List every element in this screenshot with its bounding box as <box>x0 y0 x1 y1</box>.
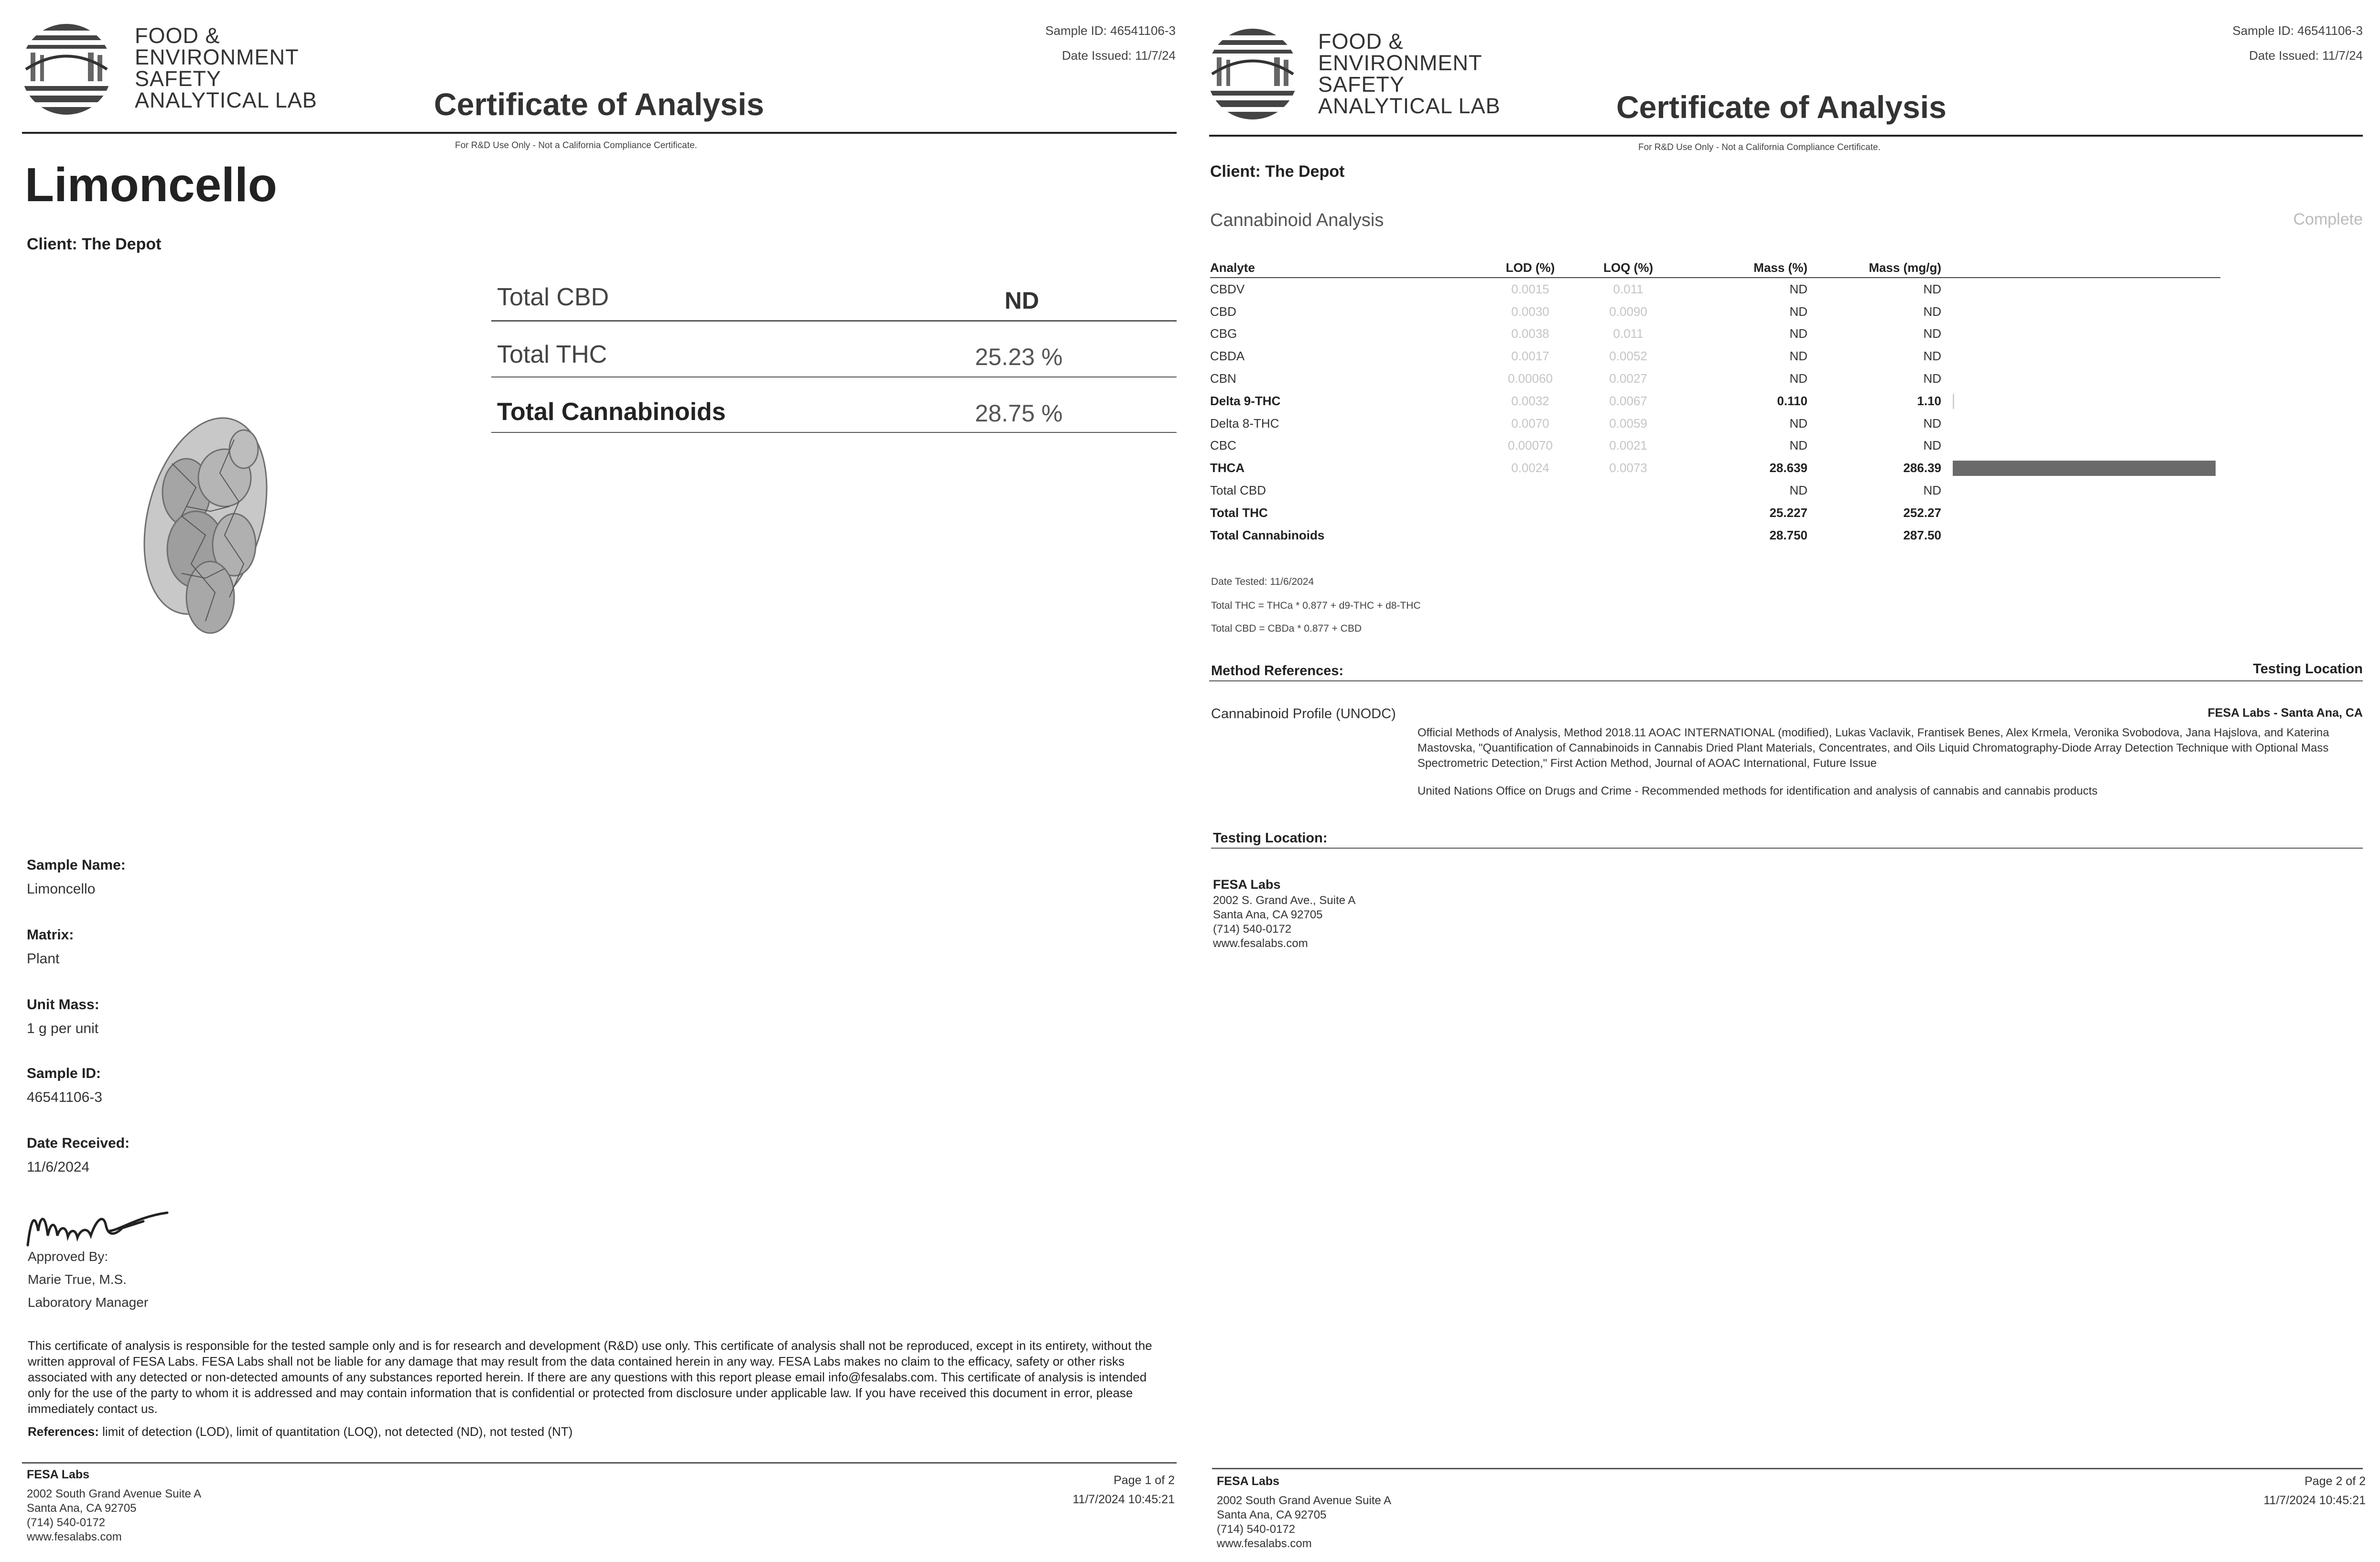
footer-lab-name: FESA Labs <box>27 1468 90 1481</box>
unit-mass-value: 1 g per unit <box>27 1021 99 1036</box>
page-title: Certificate of Analysis <box>434 86 764 122</box>
loq-cell <box>1578 502 1678 524</box>
lab-logo-icon <box>21 14 112 124</box>
print-timestamp: 11/7/2024 10:45:21 <box>1072 1493 1175 1506</box>
section-rule <box>1209 680 2363 681</box>
loq-cell: 0.0059 <box>1609 416 1647 431</box>
mass-bar-cell <box>1941 435 2220 457</box>
column-header: Mass (%) <box>1678 258 1807 278</box>
compliance-note: For R&D Use Only - Not a California Compliance Certificate. <box>455 140 697 151</box>
lab-name: FESA Labs <box>1213 877 1281 892</box>
date-received-value: 11/6/2024 <box>27 1159 90 1175</box>
lod-cell: 0.0038 <box>1511 326 1549 341</box>
mass-mg-cell: 252.27 <box>1903 505 1941 520</box>
mass-percent-cell: 28.639 <box>1769 461 1807 475</box>
print-timestamp: 11/7/2024 10:45:21 <box>2263 1494 2366 1507</box>
product-name: Limoncello <box>25 158 277 212</box>
mass-mg-cell: ND <box>1923 371 1941 386</box>
sample-id-line: Sample ID: 46541106-3 <box>1045 23 1176 38</box>
footer-rule <box>22 1462 1177 1464</box>
mass-percent-cell: 28.750 <box>1769 528 1807 542</box>
header-meta <box>2232 18 2363 68</box>
footer-page-info <box>1072 1471 1175 1509</box>
mass-percent-cell: ND <box>1789 349 1807 364</box>
lod-cell <box>1482 479 1578 502</box>
total-thc-label: Total THC <box>497 341 607 368</box>
analyte-cell: CBD <box>1210 304 1236 319</box>
mass-percent-cell: ND <box>1789 438 1807 453</box>
analyte-cell: Total CBD <box>1210 483 1266 498</box>
table-row <box>1210 502 2220 524</box>
loq-cell: 0.0073 <box>1609 461 1647 475</box>
mass-percent-cell: ND <box>1789 371 1807 386</box>
table-row <box>1210 367 2220 390</box>
method-location: FESA Labs - Santa Ana, CA <box>2207 706 2363 720</box>
certificate-page-1 <box>0 0 1185 1562</box>
mass-mg-cell: ND <box>1923 416 1941 431</box>
table-header-row <box>1210 258 2220 278</box>
section-rule <box>1211 848 2363 849</box>
lod-cell: 0.0024 <box>1511 461 1549 475</box>
mass-percent-cell: ND <box>1789 326 1807 341</box>
mass-bar-cell <box>1941 301 2220 323</box>
footer-address: 2002 South Grand Avenue Suite A Santa Ana, CA 92705 (714) 540-0172 www.fesalabs.com <box>1217 1494 1392 1550</box>
method-reference: Official Methods of Analysis, Method 2018.11 AOAC INTERNATIONAL (modified), Lukas Vaclavik, Frantisek Benes, Alex Krmela, Veronika Svobodova, Jana Hajslova, and Katerina Mastovska, "Quantification of Cannabinoids in Cannabis Dried Plant Materials, Concentrates, and Oils Liquid Chromatography-Diode Array Detection Technique with Optional Mass Spectrometric Detection," First Action Method, Journal of AOAC International, Future Issue <box>1417 726 2329 770</box>
signature-image <box>24 1202 172 1255</box>
references-label: References: <box>28 1424 99 1439</box>
approver-name: Marie True, M.S. <box>28 1272 127 1287</box>
mass-bar-cell <box>1941 323 2220 345</box>
totals-rule <box>491 432 1177 433</box>
total-cbd-formula: Total CBD = CBDa * 0.877 + CBD <box>1211 623 1362 634</box>
column-header: Mass (mg/g) <box>1807 258 1941 278</box>
analyte-cell: Delta 8-THC <box>1210 416 1279 431</box>
mass-mg-cell: ND <box>1923 349 1941 364</box>
mass-mg-cell: ND <box>1923 304 1941 319</box>
compliance-note: For R&D Use Only - Not a California Compliance Certificate. <box>1638 142 1881 152</box>
total-thc-formula: Total THC = THCa * 0.877 + d9-THC + d8-THC <box>1211 600 1421 611</box>
mass-percent-cell: ND <box>1789 304 1807 319</box>
mass-bar-cell <box>1941 457 2220 479</box>
loq-cell: 0.0052 <box>1609 349 1647 364</box>
loq-cell <box>1578 524 1678 547</box>
total-cbd-label: Total CBD <box>497 283 609 311</box>
analyte-cell: CBC <box>1210 438 1236 453</box>
sample-name-value: Limoncello <box>27 881 96 897</box>
status-badge: Complete <box>2293 210 2363 228</box>
client-line: Client: The Depot <box>27 235 162 253</box>
analyte-cell: Delta 9-THC <box>1210 393 1281 408</box>
footer-rule <box>1212 1468 2363 1469</box>
loq-cell: 0.0027 <box>1609 371 1647 386</box>
mass-percent-cell: 25.227 <box>1769 505 1807 520</box>
table-row <box>1210 390 2220 412</box>
approved-by-label: Approved By: <box>28 1249 108 1264</box>
cannabinoid-table <box>1210 258 2220 547</box>
method-reference: United Nations Office on Drugs and Crime - Recommended methods for identification and analysis of cannabis and cannabis products <box>1417 785 2098 797</box>
unit-mass-label: Unit Mass: <box>27 997 99 1013</box>
sample-photo <box>115 392 315 688</box>
loq-cell: 0.011 <box>1613 281 1644 296</box>
table-row <box>1210 435 2220 457</box>
analyte-cell: CBDA <box>1210 349 1245 364</box>
section-title: Cannabinoid Analysis <box>1210 210 1384 230</box>
mass-mg-cell: ND <box>1923 326 1941 341</box>
lab-address: 2002 S. Grand Ave., Suite A Santa Ana, CA 92705 (714) 540-0172 www.fesalabs.com <box>1213 894 1356 950</box>
page-number: Page 1 of 2 <box>1114 1474 1175 1487</box>
header-meta <box>1045 18 1176 68</box>
lod-cell: 0.0030 <box>1511 304 1549 319</box>
column-header: Analyte <box>1210 258 1482 278</box>
footer-page-info <box>2263 1472 2366 1510</box>
lod-cell <box>1482 524 1578 547</box>
mass-mg-cell: 287.50 <box>1903 528 1941 542</box>
lab-logo-text: FOOD & ENVIRONMENT SAFETY ANALYTICAL LAB <box>135 23 317 112</box>
lab-logo-text: FOOD & ENVIRONMENT SAFETY ANALYTICAL LAB <box>1318 29 1501 118</box>
total-cbd-value: ND <box>1005 287 1039 314</box>
mass-percent-cell: ND <box>1789 483 1807 498</box>
analyte-cell: THCA <box>1210 461 1245 475</box>
loq-cell: 0.011 <box>1613 326 1644 341</box>
page-title: Certificate of Analysis <box>1616 89 1947 125</box>
table-row <box>1210 524 2220 547</box>
mass-bar-cell <box>1941 479 2220 502</box>
sample-id-label: Sample ID: <box>27 1066 101 1081</box>
lab-logo-icon <box>1207 19 1298 129</box>
lod-cell: 0.00070 <box>1508 438 1553 453</box>
lod-cell: 0.00060 <box>1508 371 1553 386</box>
header-rule <box>22 132 1177 134</box>
sample-name-label: Sample Name: <box>27 857 126 873</box>
total-cannabinoids-value: 28.75 % <box>975 400 1063 427</box>
column-header: LOD (%) <box>1482 258 1578 278</box>
table-row <box>1210 412 2220 435</box>
mass-mg-cell: 1.10 <box>1917 393 1941 408</box>
sample-id-line: Sample ID: 46541106-3 <box>2232 23 2363 38</box>
date-received-label: Date Received: <box>27 1135 130 1151</box>
mass-mg-cell: ND <box>1923 281 1941 296</box>
table-body <box>1210 278 2220 547</box>
table-row <box>1210 323 2220 345</box>
table-row <box>1210 278 2220 301</box>
testing-location-label: Testing Location: <box>1213 830 1328 846</box>
mass-bar-cell <box>1941 524 2220 547</box>
certificate-page-2 <box>1185 0 2380 1562</box>
matrix-label: Matrix: <box>27 927 74 943</box>
mass-bar <box>1953 394 1954 409</box>
mass-percent-cell: ND <box>1789 281 1807 296</box>
loq-cell: 0.0021 <box>1609 438 1647 453</box>
method-name: Cannabinoid Profile (UNODC) <box>1211 706 1396 722</box>
mass-bar-cell <box>1941 367 2220 390</box>
footer-lab-name: FESA Labs <box>1217 1475 1280 1488</box>
column-header <box>1941 258 2220 278</box>
disclaimer-text: This certificate of analysis is responsible for the tested sample only and is for research and development (R&D) use only. This certificate of analysis shall not be reproduced, except in its entirety, without the written approval of FESA Labs. FESA Labs shall not be liable for any damage that may result from the data contained herein in any way. FESA Labs makes no claim to the efficacy, safety or other risks associated with any detected or non-detected amounts of any substances reported herein. If there are any questions with this report please email info@fesalabs.com. This certificate of analysis is intended only for the use of the party to whom it is addressed and may contain information that is confidential or protected from disclosure under applicable law. If you have received this document in error, please immediately contact us. <box>28 1338 1152 1416</box>
table-row <box>1210 345 2220 367</box>
lod-cell: 0.0017 <box>1511 349 1549 364</box>
loq-cell <box>1578 479 1678 502</box>
mass-mg-cell: ND <box>1923 483 1941 498</box>
references-text: limit of detection (LOD), limit of quantitation (LOQ), not detected (ND), not tested (NT) <box>102 1424 573 1439</box>
loq-cell: 0.0090 <box>1609 304 1647 319</box>
analyte-cell: CBN <box>1210 371 1236 386</box>
date-issued-line: Date Issued: 11/7/24 <box>1061 48 1176 63</box>
client-line: Client: The Depot <box>1210 162 1345 181</box>
mass-bar-cell <box>1941 412 2220 435</box>
approver-title: Laboratory Manager <box>28 1295 149 1310</box>
loq-cell: 0.0067 <box>1609 393 1647 408</box>
page-number: Page 2 of 2 <box>2304 1475 2366 1488</box>
table-row <box>1210 301 2220 323</box>
footer-address: 2002 South Grand Avenue Suite A Santa Ana, CA 92705 (714) 540-0172 www.fesalabs.com <box>27 1487 202 1543</box>
testing-location-header: Testing Location <box>2253 661 2363 677</box>
lod-cell: 0.0070 <box>1511 416 1549 431</box>
mass-bar-cell <box>1941 502 2220 524</box>
date-tested: Date Tested: 11/6/2024 <box>1211 576 1314 587</box>
table-row <box>1210 479 2220 502</box>
date-issued-line: Date Issued: 11/7/24 <box>2249 48 2363 63</box>
analyte-cell: CBG <box>1210 326 1237 341</box>
table-row <box>1210 457 2220 479</box>
mass-bar <box>1953 461 2216 476</box>
matrix-value: Plant <box>27 951 60 967</box>
mass-mg-cell: 286.39 <box>1903 461 1941 475</box>
lod-cell <box>1482 502 1578 524</box>
sample-id-value: 46541106-3 <box>27 1089 102 1105</box>
analyte-cell: Total THC <box>1210 505 1268 520</box>
totals-rule <box>491 320 1177 322</box>
total-thc-value: 25.23 % <box>975 344 1063 370</box>
references-line <box>28 1424 1170 1440</box>
column-header: LOQ (%) <box>1578 258 1678 278</box>
lod-cell: 0.0032 <box>1511 393 1549 408</box>
header-rule <box>1209 135 2363 137</box>
analyte-cell: Total Cannabinoids <box>1210 528 1325 542</box>
method-references-label: Method References: <box>1211 663 1344 679</box>
lod-cell: 0.0015 <box>1511 281 1549 296</box>
mass-mg-cell: ND <box>1923 438 1941 453</box>
total-cannabinoids-label: Total Cannabinoids <box>497 398 726 426</box>
mass-bar-cell <box>1941 345 2220 367</box>
mass-bar-cell <box>1941 390 2220 412</box>
mass-bar-cell <box>1941 278 2220 301</box>
mass-percent-cell: ND <box>1789 416 1807 431</box>
mass-percent-cell: 0.110 <box>1777 393 1807 408</box>
analyte-cell: CBDV <box>1210 281 1245 296</box>
